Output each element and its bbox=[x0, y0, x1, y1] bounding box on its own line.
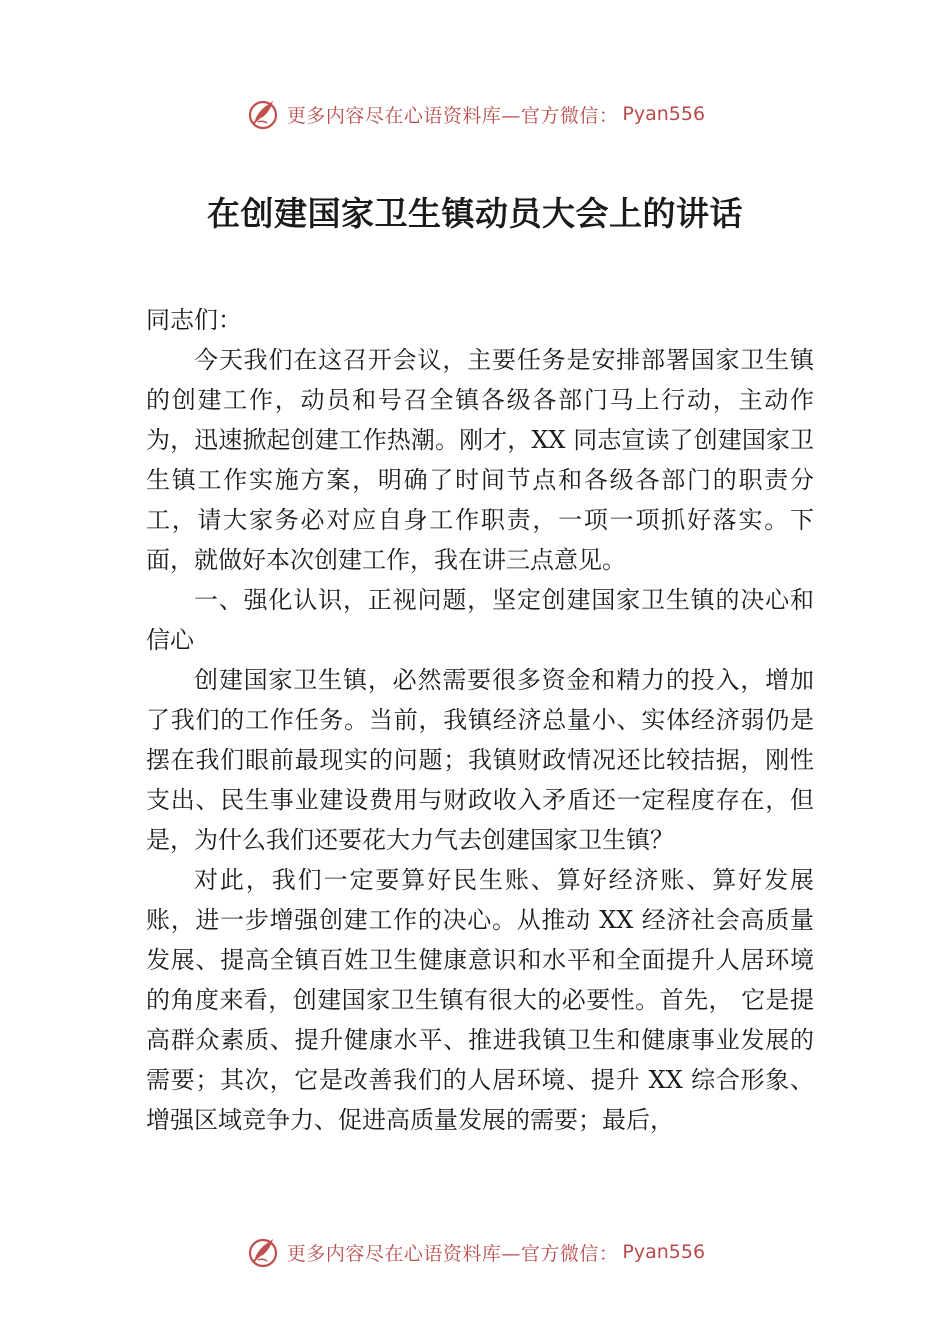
quill-logo-icon bbox=[245, 96, 281, 132]
document-body bbox=[146, 300, 814, 1140]
quill-logo-icon bbox=[245, 1234, 281, 1270]
header-banner bbox=[0, 92, 950, 136]
wechat-id: Pyan556 bbox=[622, 103, 706, 125]
page-title: 在创建国家卫生镇动员大会上的讲话 bbox=[207, 194, 743, 233]
paragraph-intro: 今天我们在这召开会议，主要任务是安排部署国家卫生镇的创建工作，动员和号召全镇各级各部门马上行动，主动作为，迅速掀起创建工作热潮。刚才，XX 同志宣读了创建国家卫生镇工作实施方案，明确了时间节点和各级各部门的职责分工，请大家务必对应自身工作职责，一项一项抓好落实。下面，就做好本次创建工作，我在讲三点意见。 bbox=[146, 346, 814, 574]
wechat-id: Pyan556 bbox=[622, 1241, 706, 1263]
banner-text: 更多内容尽在心语资料库—官方微信： bbox=[286, 1242, 619, 1265]
section-heading-1: 一、强化认识，正视问题，坚定创建国家卫生镇的决心和信心 bbox=[146, 586, 814, 654]
salutation: 同志们： bbox=[146, 306, 242, 334]
paragraph-necessity: 对此，我们一定要算好民生账、算好经济账、算好发展账，进一步增强创建工作的决心。从推动 XX 经济社会高质量发展、提高全镇百姓卫生健康意识和水平和全面提升人居环境的角度来看，创建国家卫生镇有很大的必要性。首先， 它是提高群众素质、提升健康水平、推进我镇卫生和健康事业发展的需要；其次，它是改善我们的人居环境、提升 XX 综合形象、增强区域竞争力、促进高质量发展的需要；最后， bbox=[146, 866, 814, 1134]
footer-banner bbox=[0, 1230, 950, 1274]
paragraph-challenges: 创建国家卫生镇，必然需要很多资金和精力的投入，增加了我们的工作任务。当前，我镇经济总量小、实体经济弱仍是摆在我们眼前最现实的问题；我镇财政情况还比较拮据，刚性支出、民生事业建设费用与财政收入矛盾还一定程度存在，但是，为什么我们还要花大力气去创建国家卫生镇？ bbox=[146, 666, 814, 854]
banner-text: 更多内容尽在心语资料库—官方微信： bbox=[286, 104, 619, 127]
